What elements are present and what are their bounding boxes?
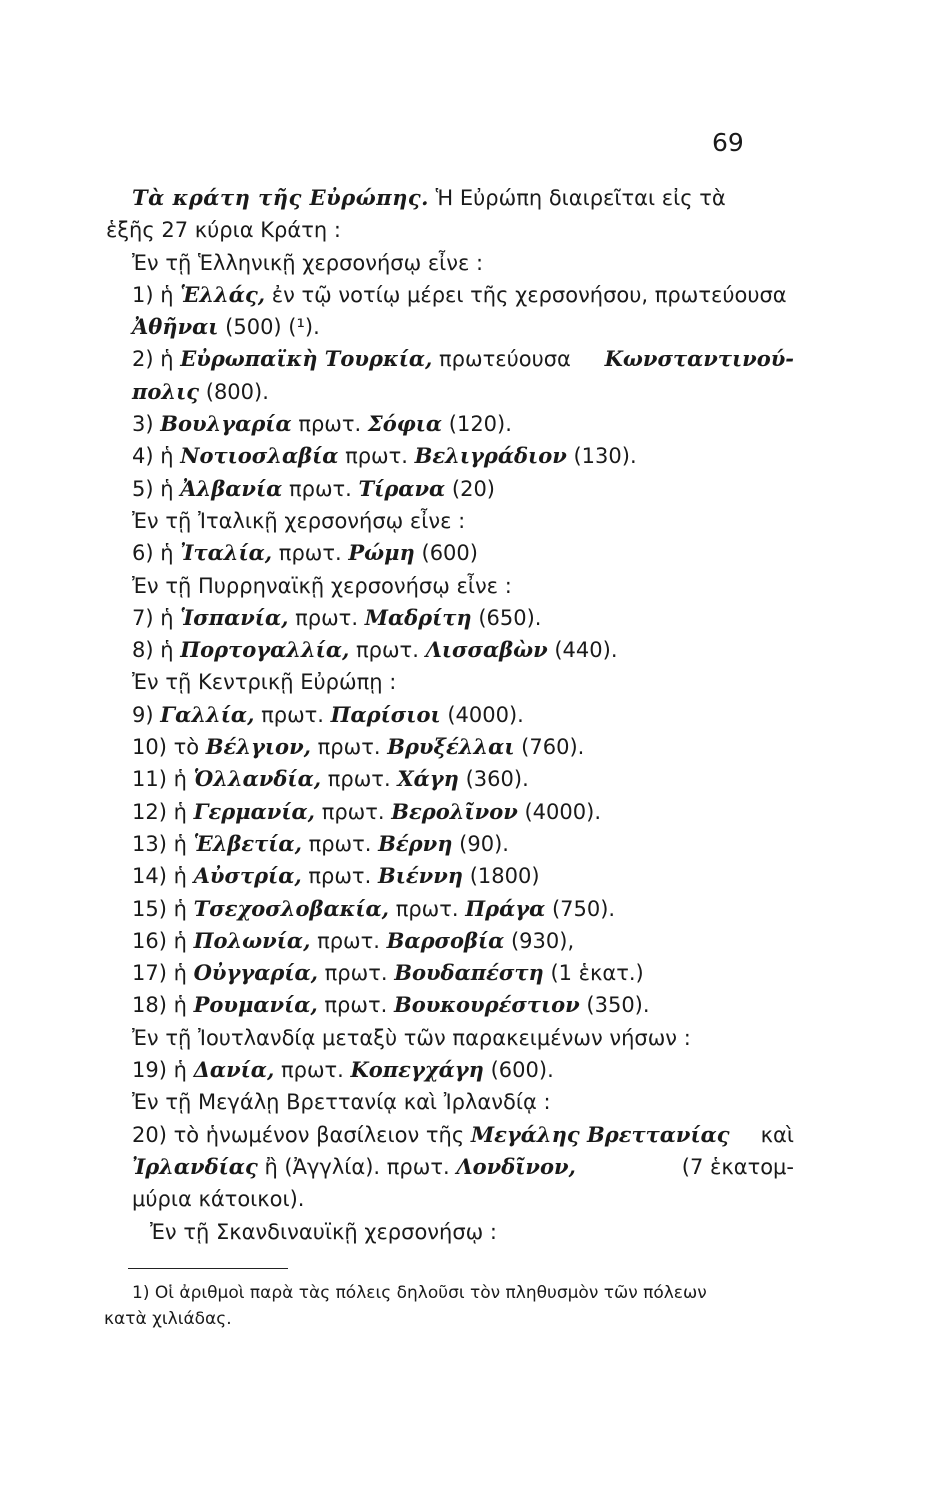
entry-16 bbox=[104, 925, 794, 957]
intro-text: Ἡ Εὐρώπη διαιρεῖται εἰς τὰ bbox=[435, 186, 726, 210]
entry-article: ἡ bbox=[173, 896, 187, 921]
section-scandinavia: Ἐν τῇ Σκανδιναυϊκῇ χερσονήσῳ : bbox=[150, 1219, 497, 1244]
entry-text: πρωτ. bbox=[356, 638, 419, 663]
entry-text: ἢ (Ἀγγλία). πρωτ. bbox=[264, 1154, 450, 1179]
entry-2 bbox=[104, 343, 794, 375]
entry-8 bbox=[104, 634, 794, 666]
entry-number: 20) bbox=[132, 1122, 167, 1147]
entry-text: πρωτ. bbox=[278, 541, 342, 566]
entry-article: ἡ bbox=[160, 541, 174, 566]
entry-number: 4) bbox=[132, 444, 154, 469]
entry-text: πρωτ. bbox=[308, 831, 372, 856]
entry-number: 16) bbox=[132, 928, 167, 953]
entry-capital: Βαρσοβία bbox=[386, 927, 505, 953]
entry-article: ἡ bbox=[173, 864, 187, 889]
entry-country: Ἱσπανία, bbox=[180, 604, 289, 630]
entry-country: Πορτογαλλία, bbox=[180, 637, 350, 663]
entry-15 bbox=[104, 893, 794, 925]
entry-text: τὸ ἡνωμένον βασίλειον τῆς bbox=[173, 1122, 465, 1147]
entry-country: Ἰταλία, bbox=[180, 540, 273, 566]
entry-17 bbox=[104, 957, 794, 989]
entry-number: 1) bbox=[132, 282, 154, 307]
entry-text: πρωτ. bbox=[261, 702, 324, 727]
entry-number: 13) bbox=[132, 831, 167, 856]
entry-article: ἡ bbox=[173, 767, 187, 792]
entry-article: τὸ bbox=[173, 735, 200, 760]
entry-number: 6) bbox=[132, 541, 154, 566]
entry-6 bbox=[104, 537, 794, 569]
entry-population: (130). bbox=[573, 444, 637, 469]
entry-20-cont-2: μύρια κάτοικοι). bbox=[132, 1187, 305, 1212]
entry-13 bbox=[104, 828, 794, 860]
entry-number: 8) bbox=[132, 638, 154, 663]
entry-text: πρωτ. bbox=[288, 476, 352, 501]
entry-number: 5) bbox=[132, 476, 154, 501]
entry-text: πρωτ. bbox=[327, 767, 391, 792]
entry-capital: Χάγη bbox=[397, 766, 459, 792]
entry-capital: Βρυξέλλαι bbox=[387, 734, 515, 760]
entry-text: πρωτ. bbox=[395, 896, 459, 921]
entry-capital: Λονδῖνον, bbox=[456, 1153, 576, 1179]
entry-4 bbox=[104, 440, 794, 472]
entry-text: πρωτ. bbox=[280, 1058, 344, 1083]
entry-3 bbox=[104, 408, 794, 440]
entry-capital: Βουδαπέστη bbox=[394, 960, 544, 986]
entry-country: Εὐρωπαϊκὴ Τουρκία, bbox=[180, 346, 433, 372]
entry-country: Γερμανία, bbox=[193, 798, 315, 824]
entry-capital: Βιέννη bbox=[377, 863, 464, 889]
entry-country: Βέλγιον, bbox=[205, 734, 311, 760]
entry-text: πρωτ. bbox=[317, 928, 380, 953]
section-jutland: Ἐν τῇ Ἰουτλανδίᾳ μεταξὺ τῶν παρακειμένων νήσων : bbox=[132, 1025, 691, 1050]
entry-article: ἡ bbox=[173, 799, 187, 824]
entry-capital: Βέρνη bbox=[378, 830, 453, 856]
entry-article: ἡ bbox=[160, 605, 174, 630]
entry-country: Γαλλία, bbox=[160, 701, 255, 727]
entry-capital: Κοπεγχάγη bbox=[350, 1057, 484, 1083]
entry-country: Πολωνία, bbox=[193, 927, 311, 953]
entry-text: πρωτ. bbox=[295, 605, 359, 630]
entry-number: 12) bbox=[132, 799, 167, 824]
footnote-line-2: κατὰ χιλιάδας. bbox=[104, 1309, 232, 1329]
entry-capital: Βερολῖνον bbox=[391, 798, 518, 824]
entry-country: Τσεχοσλοβακία, bbox=[193, 895, 389, 921]
entry-population: (1 ἑκατ.) bbox=[550, 961, 644, 986]
entry-population: (4000). bbox=[524, 799, 601, 824]
entry-population: (750). bbox=[551, 896, 616, 921]
entry-number: 14) bbox=[132, 864, 167, 889]
entry-number: 18) bbox=[132, 993, 167, 1018]
entry-country: Δανία, bbox=[193, 1057, 275, 1083]
footnote-line-1: 1) Οἱ ἀριθμοὶ παρὰ τὰς πόλεις δηλοῦσι τὸν πληθυσμὸν τῶν πόλεων bbox=[132, 1283, 707, 1303]
entry-article: ἡ bbox=[160, 282, 174, 307]
intro-line bbox=[104, 182, 794, 214]
section-britain: Ἐν τῇ Μεγάλῃ Βρεττανίᾳ καὶ Ἰρλανδίᾳ : bbox=[132, 1090, 551, 1115]
entry-text: πρωτ. bbox=[308, 864, 372, 889]
entry-capital: Σόφια bbox=[367, 411, 443, 437]
entry-country: Βουλγαρία bbox=[160, 411, 292, 437]
page-number: 69 bbox=[712, 128, 744, 157]
entry-country: Νοτιοσλαβία bbox=[180, 443, 339, 469]
entry-article: ἡ bbox=[173, 831, 187, 856]
section-italian: Ἐν τῇ Ἰταλικῇ χερσονήσῳ εἶνε : bbox=[132, 508, 466, 533]
entry-text: πρωτεύουσα bbox=[439, 347, 571, 372]
entry-2-cont bbox=[104, 376, 794, 408]
entry-text: καὶ bbox=[760, 1122, 794, 1147]
entry-population: (7 ἑκατομ- bbox=[681, 1154, 794, 1179]
entry-country: Ἰρλανδίας bbox=[132, 1153, 258, 1179]
entry-text: πρωτ. bbox=[321, 799, 385, 824]
entry-10 bbox=[104, 731, 794, 763]
entry-population: (350). bbox=[586, 993, 650, 1018]
entry-country: Ἀλβανία bbox=[180, 475, 283, 501]
entry-number: 11) bbox=[132, 767, 167, 792]
entry-capital-cont: πολις bbox=[132, 378, 200, 404]
entry-population: (930), bbox=[510, 928, 575, 953]
entry-population: (120). bbox=[448, 412, 512, 437]
entry-text: πρωτ. bbox=[324, 993, 388, 1018]
entry-capital: Μαδρίτη bbox=[364, 604, 472, 630]
entry-text: ἐν τῷ νοτίῳ μέρει τῆς χερσονήσου, πρωτεύουσα bbox=[271, 282, 787, 307]
entry-country: Αὐστρία, bbox=[193, 863, 302, 889]
entry-text: πρωτ. bbox=[345, 444, 408, 469]
entry-article: ἡ bbox=[160, 638, 174, 663]
entry-article: ἡ bbox=[173, 961, 187, 986]
entry-text: πρωτ. bbox=[298, 412, 362, 437]
entry-country: Ὁλλανδία, bbox=[193, 766, 322, 792]
entry-19 bbox=[104, 1054, 794, 1086]
entry-article: ἡ bbox=[173, 993, 187, 1018]
intro-line-2: ἑξῆς 27 κύρια Κράτη : bbox=[106, 218, 341, 243]
entry-11 bbox=[104, 763, 794, 795]
entry-number: 19) bbox=[132, 1058, 167, 1083]
entry-population: (600) bbox=[421, 541, 478, 566]
entry-capital: Ρώμη bbox=[348, 540, 415, 566]
entry-capital: Τίρανα bbox=[358, 475, 446, 501]
entry-20-cont bbox=[104, 1151, 794, 1183]
entry-article: ἡ bbox=[173, 928, 187, 953]
entry-20 bbox=[104, 1119, 794, 1151]
entry-capital: Πράγα bbox=[465, 895, 546, 921]
entry-population: (760). bbox=[521, 735, 585, 760]
entry-population: (500) (¹). bbox=[225, 315, 320, 340]
entry-number: 17) bbox=[132, 961, 167, 986]
entry-capital: Βουκουρέστιον bbox=[393, 992, 580, 1018]
entry-number: 15) bbox=[132, 896, 167, 921]
entry-population: (1800) bbox=[469, 864, 540, 889]
entry-capital: Παρίσιοι bbox=[330, 701, 441, 727]
entry-population: (90). bbox=[459, 831, 509, 856]
footnote-divider bbox=[128, 1268, 288, 1269]
entry-number: 3) bbox=[132, 412, 154, 437]
entry-number: 10) bbox=[132, 735, 167, 760]
entry-population: (600). bbox=[490, 1058, 554, 1083]
entry-text: πρωτ. bbox=[324, 961, 388, 986]
entry-country: Οὐγγαρία, bbox=[193, 960, 318, 986]
entry-capital: Βελιγράδιον bbox=[414, 443, 567, 469]
section-heading: Τὰ κράτη τῆς Εὐρώπης. bbox=[132, 185, 429, 210]
entry-number: 9) bbox=[132, 702, 154, 727]
entry-article: ἡ bbox=[160, 347, 174, 372]
entry-14 bbox=[104, 860, 794, 892]
entry-population: (440). bbox=[554, 638, 618, 663]
entry-7 bbox=[104, 602, 794, 634]
entry-text: πρωτ. bbox=[317, 735, 381, 760]
entry-capital: Ἀθῆναι bbox=[132, 314, 219, 340]
entry-country: Ρουμανία, bbox=[193, 992, 318, 1018]
section-central: Ἐν τῇ Κεντρικῇ Εὐρώπῃ : bbox=[132, 670, 397, 695]
entry-country: Ἑλβετία, bbox=[193, 830, 302, 856]
entry-18 bbox=[104, 989, 794, 1021]
entry-number: 2) bbox=[132, 347, 154, 372]
entry-capital: Λισσαβὼν bbox=[425, 637, 548, 663]
entry-population: (360). bbox=[465, 767, 529, 792]
entry-capital: Κωνσταντινού- bbox=[604, 346, 794, 372]
entry-population: (800). bbox=[205, 379, 269, 404]
page-body bbox=[104, 182, 794, 1248]
entry-article: ἡ bbox=[160, 476, 174, 501]
entry-number: 7) bbox=[132, 605, 154, 630]
section-greek: Ἐν τῇ Ἑλληνικῇ χερσονήσῳ εἶνε : bbox=[132, 250, 484, 275]
entry-population: (4000). bbox=[447, 702, 524, 727]
entry-population: (650). bbox=[478, 605, 542, 630]
entry-article: ἡ bbox=[173, 1058, 187, 1083]
entry-9 bbox=[104, 699, 794, 731]
footnote bbox=[104, 1280, 784, 1332]
entry-article: ἡ bbox=[160, 444, 174, 469]
entry-1 bbox=[104, 279, 794, 311]
entry-country: Ἑλλάς, bbox=[180, 281, 266, 307]
entry-5 bbox=[104, 473, 794, 505]
entry-12 bbox=[104, 796, 794, 828]
entry-1-cont bbox=[104, 311, 794, 343]
section-pyrenees: Ἐν τῇ Πυρρηναϊκῇ χερσονήσῳ εἶνε : bbox=[132, 573, 512, 598]
entry-population: (20) bbox=[451, 476, 495, 501]
entry-country: Μεγάλης Βρεττανίας bbox=[470, 1121, 730, 1147]
